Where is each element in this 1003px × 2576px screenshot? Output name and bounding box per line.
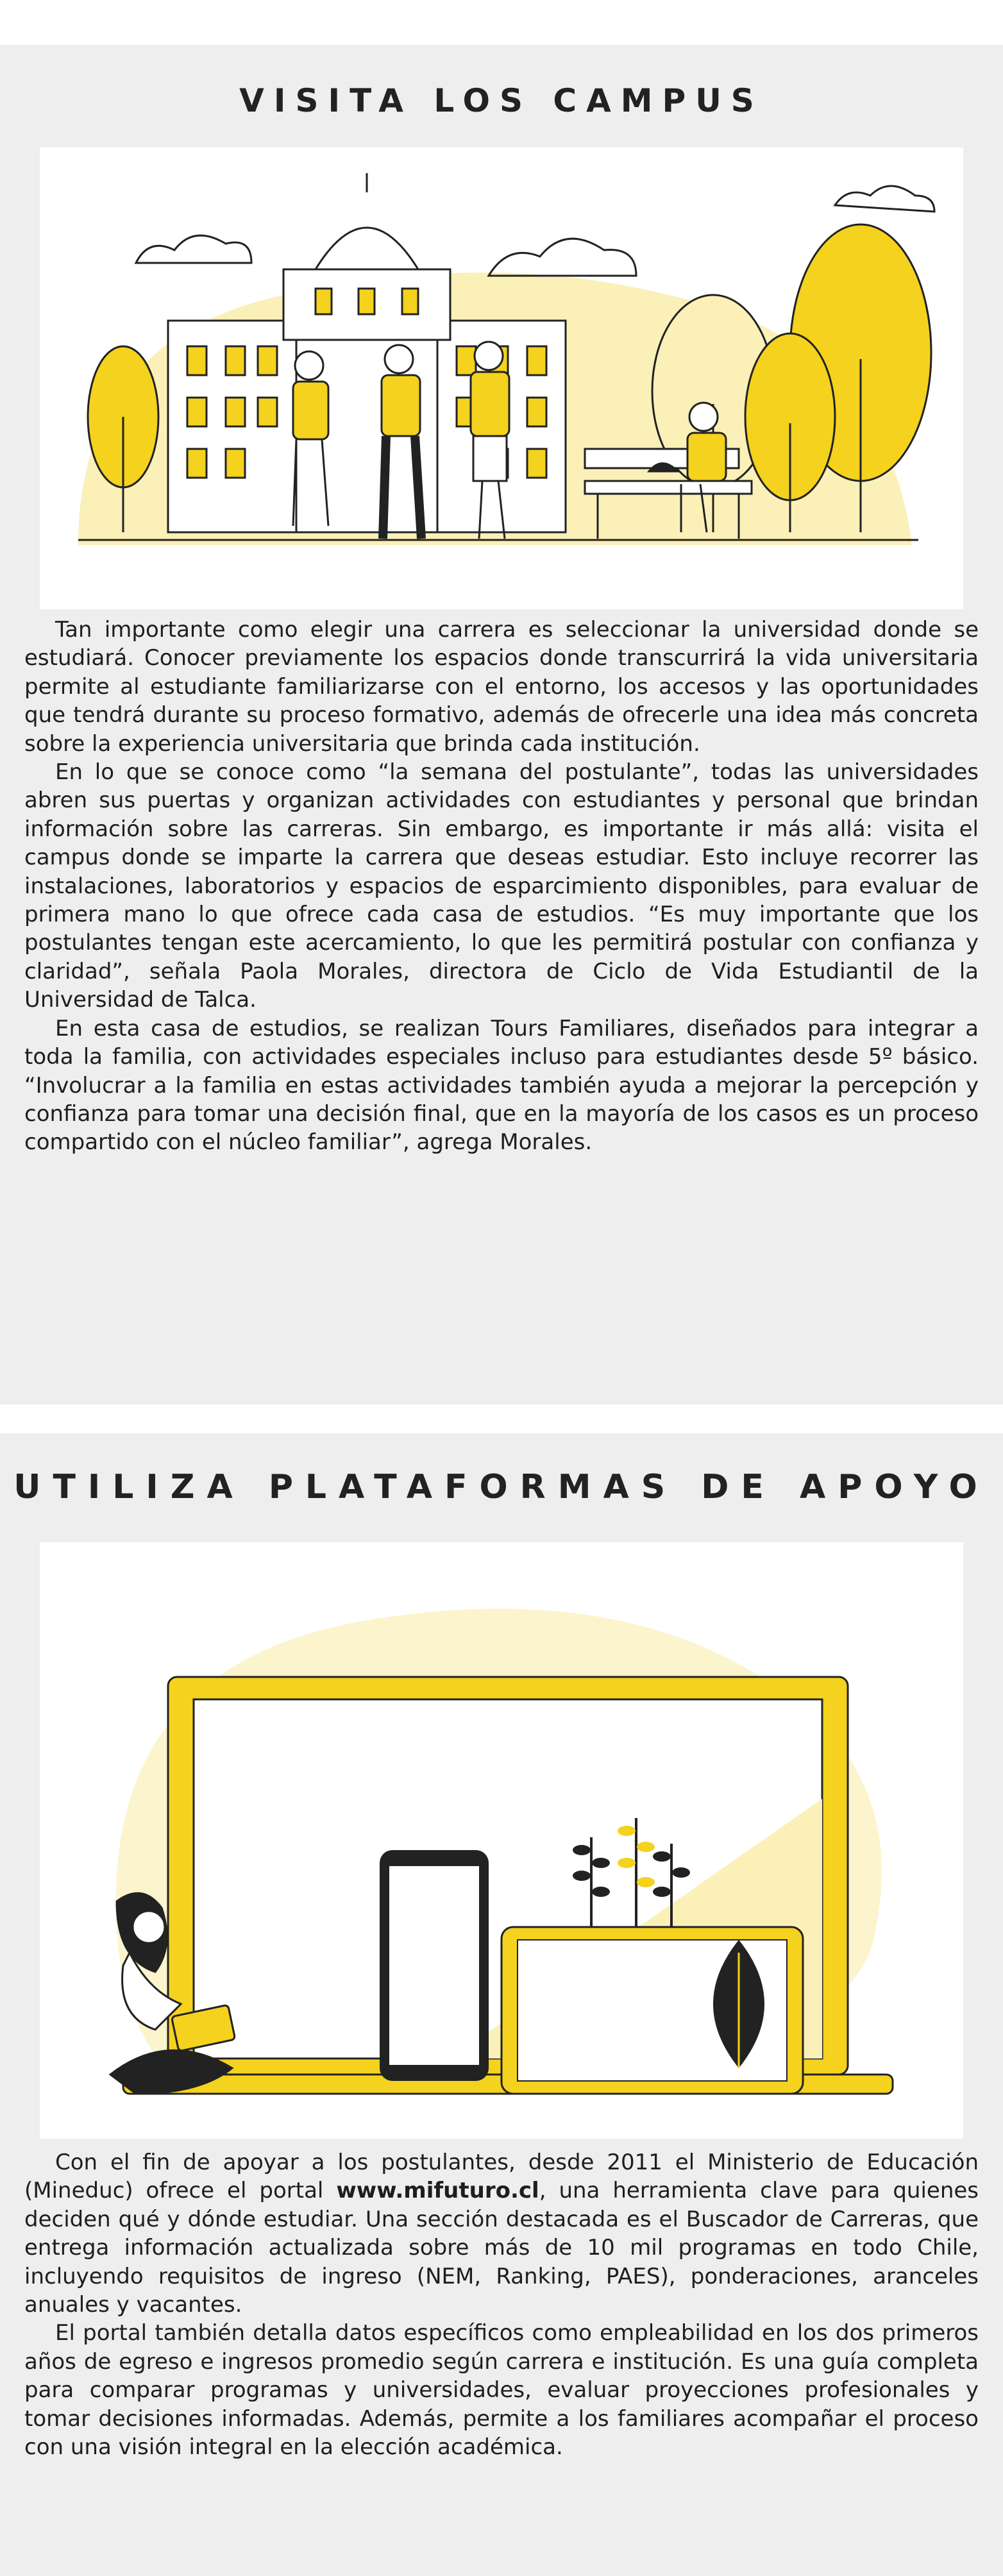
campus-paragraph: Tan importante como elegir una carrera es seleccionar la universidad donde se estudiará. Conocer previamente los espacios donde transcurrirá la vida universitaria permite al estudiante familiarizarse con el entorno, los accesos y las oportunidades que tendrá durante su proceso formativo, además de ofrecerle una idea más concreta sobre la experiencia universitaria que brinda cada institución. <box>24 617 979 757</box>
campus-heading: VISITA LOS CAMPUS <box>239 82 764 119</box>
campus-illustration <box>40 147 963 609</box>
platforms-paragraph <box>24 2148 979 2319</box>
platforms-text: Con el fin de apoyar a los postulantes, desde 2011 el Ministerio de Educación (Mineduc) ofrece el portal <box>24 2150 979 2204</box>
mifuturo-link[interactable]: www.mifuturo.cl <box>336 2178 539 2204</box>
smartphone-icon <box>380 1850 489 2081</box>
campus-paragraph: En esta casa de estudios, se realizan Tours Familiares, diseñados para integrar a toda la familia, con actividades especiales incluso para estudiantes desde 5º básico. “Involucrar a la familia en estas actividades también ayuda a mejorar la percepción y confianza para tomar una decisión final, que en la mayoría de los casos es un proceso compartido con el núcleo familiar”, agrega Morales. <box>24 1015 979 1156</box>
platforms-paragraph: El portal también detalla datos específicos como empleabilidad en los dos primeros años de egreso e ingresos promedio según carrera e institución. Es una guía completa para comparar programas y universidades, evaluar proyecciones profesionales y tomar decisiones informadas. Además, permite a los familiares acompañar el proceso con una visión integral en la elección académica. <box>24 2320 979 2461</box>
platforms-text: , una herramienta clave para quienes deciden qué y dónde estudiar. Una sección destacada es el Buscador de Carreras, que entrega información actualizada sobre más de 10 mil programas en todo Chile, incluyendo requisitos de ingreso (NEM, Ranking, PAES), ponderaciones, aranceles anuales y vacantes. <box>24 2178 979 2318</box>
campus-paragraph: En lo que se conoce como “la semana del postulante”, todas las universidades abren sus puertas y organizan actividades con estudiantes y personal que brindan información sobre las carreras. Sin embargo, es importante ir más allá: visita el campus donde se imparte la carrera que deseas estudiar. Esto incluye recorrer las instalaciones, laboratorios y espacios de esparcimiento disponibles, para evaluar de primera mano lo que ofrece cada casa de estudios. “Es muy importante que los postulantes tengan este acercamiento, lo que les permitirá postular con confianza y claridad”, señala Paola Morales, directora de Ciclo de Vida Estudiantil de la Universidad de Talca. <box>24 759 979 1013</box>
campus-body <box>24 616 979 1157</box>
platforms-section <box>0 1433 1003 2576</box>
campus-section <box>0 45 1003 1404</box>
platforms-body <box>24 2148 979 2461</box>
platforms-heading: UTILIZA PLATAFORMAS DE APOYO <box>13 1468 990 1506</box>
platforms-illustration <box>40 1542 963 2139</box>
